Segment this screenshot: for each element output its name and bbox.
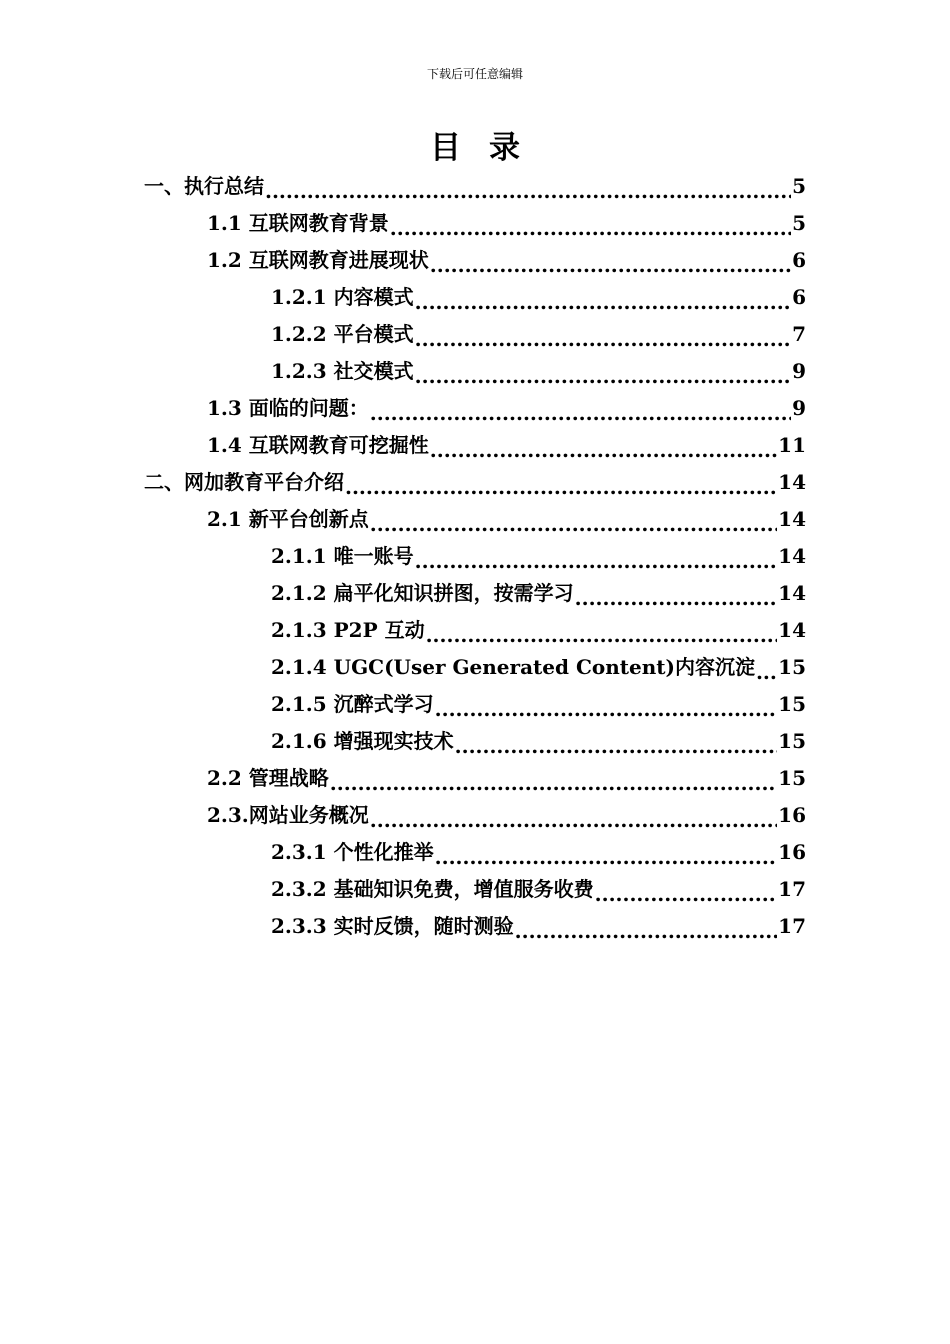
toc-entry-text: 二、网加教育平台介绍 [144, 470, 344, 494]
toc-entry-2-3[interactable] [0, 797, 950, 834]
toc-entry-text: 2.3.3 实时反馈，随时测验 [271, 914, 514, 938]
toc-page-number: 17 [778, 877, 806, 901]
dot-leader [756, 659, 777, 686]
toc-entry-text: 1.2 互联网教育进展现状 [207, 248, 429, 272]
toc-entry-1-4[interactable] [0, 427, 950, 464]
toc-page-number: 14 [778, 618, 806, 642]
toc-page-number: 15 [778, 729, 806, 753]
dot-leader [575, 585, 778, 612]
toc-entry-1-2-2[interactable] [0, 316, 950, 353]
toc-entry-text: 2.1 新平台创新点 [207, 507, 369, 531]
toc-page-number: 15 [778, 766, 806, 790]
toc-entry-text: 2.1.3 P2P 互动 [271, 618, 425, 642]
toc-entry-1-2-1[interactable] [0, 279, 950, 316]
toc-entry-text: 1.2.1 内容模式 [271, 285, 414, 309]
toc-entry-text: 2.1.6 增强现实技术 [271, 729, 454, 753]
toc-entry-2-3-1[interactable] [0, 834, 950, 871]
toc-page-number: 16 [778, 840, 806, 864]
toc-entry-2-1-1[interactable] [0, 538, 950, 575]
toc-entry-2-1-2[interactable] [0, 575, 950, 612]
toc-entry-text: 2.1.4 UGC(User Generated Content)内容沉淀 [271, 655, 755, 679]
toc-entry-text: 2.1.5 沉醉式学习 [271, 692, 434, 716]
toc-page-number: 11 [778, 433, 806, 457]
toc-page-number: 9 [792, 359, 806, 383]
toc-entry-text: 2.1.1 唯一账号 [271, 544, 414, 568]
dot-leader [265, 178, 791, 205]
toc-page-number: 9 [792, 396, 806, 420]
toc-page-number: 14 [778, 507, 806, 531]
toc-entry-2-2[interactable] [0, 760, 950, 797]
toc-page-number: 17 [778, 914, 806, 938]
dot-leader [515, 918, 778, 945]
dot-leader [430, 437, 777, 464]
toc-page-number: 14 [778, 544, 806, 568]
toc-title: 目录 [430, 130, 548, 166]
toc-page-number: 5 [792, 174, 806, 198]
toc-entry-executive-summary[interactable] [0, 168, 950, 205]
toc-entry-text: 1.2.2 平台模式 [271, 322, 414, 346]
toc-page-number: 16 [778, 803, 806, 827]
dot-leader [595, 881, 778, 908]
dot-leader [426, 622, 778, 649]
toc-entry-2-1-6[interactable] [0, 723, 950, 760]
page-header-note: 下载后可任意编辑 [426, 67, 523, 81]
toc-entry-2-3-3[interactable] [0, 908, 950, 945]
toc-entry-2-1-5[interactable] [0, 686, 950, 723]
toc-entry-2-1-3[interactable] [0, 612, 950, 649]
toc-entry-1-2-3[interactable] [0, 353, 950, 390]
dot-leader [455, 733, 778, 760]
toc-page-number: 5 [792, 211, 806, 235]
toc-entry-1-3[interactable] [0, 390, 950, 427]
dot-leader [415, 326, 791, 353]
dot-leader [415, 289, 791, 316]
dot-leader [345, 474, 777, 501]
toc-entry-text: 2.3.网站业务概况 [207, 803, 369, 827]
dot-leader [390, 215, 791, 242]
toc-page-number: 6 [792, 285, 806, 309]
toc-entry-text: 1.1 互联网教育背景 [207, 211, 389, 235]
dot-leader [330, 770, 777, 797]
toc-entry-1-2[interactable] [0, 242, 950, 279]
toc-entry-2-3-2[interactable] [0, 871, 950, 908]
toc-page-number: 15 [778, 692, 806, 716]
dot-leader [430, 252, 791, 279]
toc-entry-text: 2.1.2 扁平化知识拼图，按需学习 [271, 581, 574, 605]
toc-entry-2-1-4[interactable] [0, 649, 950, 686]
toc-entry-text: 2.3.1 个性化推举 [271, 840, 434, 864]
toc-entry-text: 1.2.3 社交模式 [271, 359, 414, 383]
toc-entry-text: 1.3 面临的问题： [207, 396, 369, 420]
toc-entry-text: 2.2 管理战略 [207, 766, 329, 790]
dot-leader [370, 511, 777, 538]
toc-entry-2-1[interactable] [0, 501, 950, 538]
dot-leader [370, 807, 777, 834]
toc-page-number: 15 [778, 655, 806, 679]
toc-page-number: 14 [778, 470, 806, 494]
toc-entry-text: 1.4 互联网教育可挖掘性 [207, 433, 429, 457]
toc-page-number: 6 [792, 248, 806, 272]
dot-leader [415, 548, 778, 575]
toc-entry-platform-intro[interactable] [0, 464, 950, 501]
toc-entry-text: 一、执行总结 [144, 174, 264, 198]
dot-leader [370, 400, 791, 427]
toc-page-number: 14 [778, 581, 806, 605]
dot-leader [435, 696, 778, 723]
dot-leader [415, 363, 791, 390]
toc-page-number: 7 [792, 322, 806, 346]
toc-entry-1-1[interactable] [0, 205, 950, 242]
dot-leader [435, 844, 778, 871]
toc-entry-text: 2.3.2 基础知识免费，增值服务收费 [271, 877, 594, 901]
